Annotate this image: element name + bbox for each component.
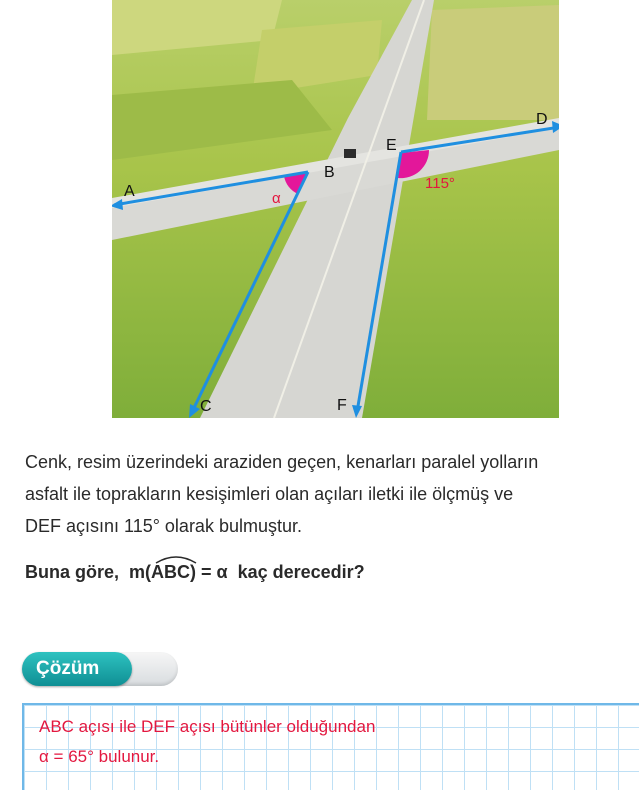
field-patch <box>427 5 559 120</box>
point-label-F: F <box>337 397 347 414</box>
question-line: DEF açısını 115° olarak bulmuştur. <box>25 516 302 536</box>
prompt-intro: Buna göre, <box>25 562 120 582</box>
alpha-label: α <box>272 190 281 207</box>
solution-line-1: ABC açısı ile DEF açısı bütünler olduğundan <box>39 717 376 736</box>
point-label-E: E <box>386 137 397 154</box>
prompt-m: m( <box>129 562 152 582</box>
motorbike-shape <box>344 149 356 158</box>
angle-hat-icon <box>153 554 199 564</box>
point-label-D: D <box>536 111 548 128</box>
angle-115-label: 115° <box>425 175 455 192</box>
solution-grid-box <box>22 703 639 790</box>
intersection-photo <box>112 0 559 418</box>
question-line: Cenk, resim üzerindeki araziden geçen, kenarları paralel yolların <box>25 452 539 472</box>
question-line: asfalt ile toprakların kesişimleri olan açıları iletki ile ölçmüş ve <box>25 484 514 504</box>
angle-abc-notation <box>151 562 190 583</box>
point-label-B: B <box>324 164 335 181</box>
question-prompt <box>25 562 625 583</box>
prompt-tail: kaç derecedir? <box>237 562 365 582</box>
point-label-C: C <box>200 398 212 415</box>
point-label-A: A <box>124 183 135 200</box>
solution-line-2: α = 65° bulunur. <box>39 747 160 766</box>
question-paragraph <box>25 446 625 542</box>
prompt-equals-alpha: ) = α <box>190 562 228 582</box>
solution-tab-label[interactable]: Çözüm <box>22 652 132 686</box>
prompt-angle-abc: ABC <box>151 562 191 582</box>
solution-tab[interactable] <box>22 652 178 686</box>
road-figure-svg <box>112 0 559 418</box>
